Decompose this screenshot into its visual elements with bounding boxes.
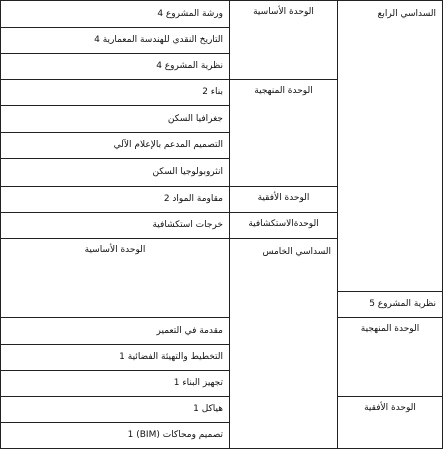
unit-cell: الوحدة المنهجية <box>338 318 443 397</box>
course-cell: التصميم المدعم بالإعلام الآلي <box>1 133 230 159</box>
table-row <box>1 1 443 28</box>
unit-cell: الوحدة الأساسية <box>230 1 338 80</box>
course-cell: مقاومة المواد 2 <box>1 187 230 213</box>
course-cell: تصميم ومحاكات (BIM) 1 <box>1 423 230 449</box>
semester-cell: السداسي الرابع <box>338 1 443 292</box>
course-cell: التاريخ النقدي للهندسة المعمارية 4 <box>1 28 230 54</box>
unit-cell: الوحدة الأفقية <box>338 397 443 449</box>
course-cell: نظرية المشروع 5 <box>338 292 443 318</box>
course-cell: جغرافيا السكن <box>1 106 230 133</box>
course-cell: نظرية المشروع 4 <box>1 54 230 80</box>
course-cell: هياكل 1 <box>1 397 230 423</box>
semester-cell: السداسي الخامس <box>230 239 338 449</box>
unit-cell: الوحدة الأفقية <box>230 187 338 213</box>
unit-cell: الوحدة المنهجية <box>230 80 338 187</box>
course-cell: بناء 2 <box>1 80 230 106</box>
table-row <box>1 397 443 423</box>
course-cell: مقدمة في التعمير <box>1 318 230 345</box>
unit-cell: الوحدة الأساسية <box>1 239 230 318</box>
course-cell: التخطيط والتهيئة الفضائية 1 <box>1 345 230 371</box>
course-cell: ورشة المشروع 4 <box>1 1 230 28</box>
course-cell: تجهيز البناء 1 <box>1 371 230 397</box>
unit-cell: الوحدةالاستكشافية <box>230 213 338 239</box>
course-cell: انثروبولوجيا السكن <box>1 159 230 187</box>
table-row <box>1 318 443 345</box>
course-cell: خرجات استكشافية <box>1 213 230 239</box>
